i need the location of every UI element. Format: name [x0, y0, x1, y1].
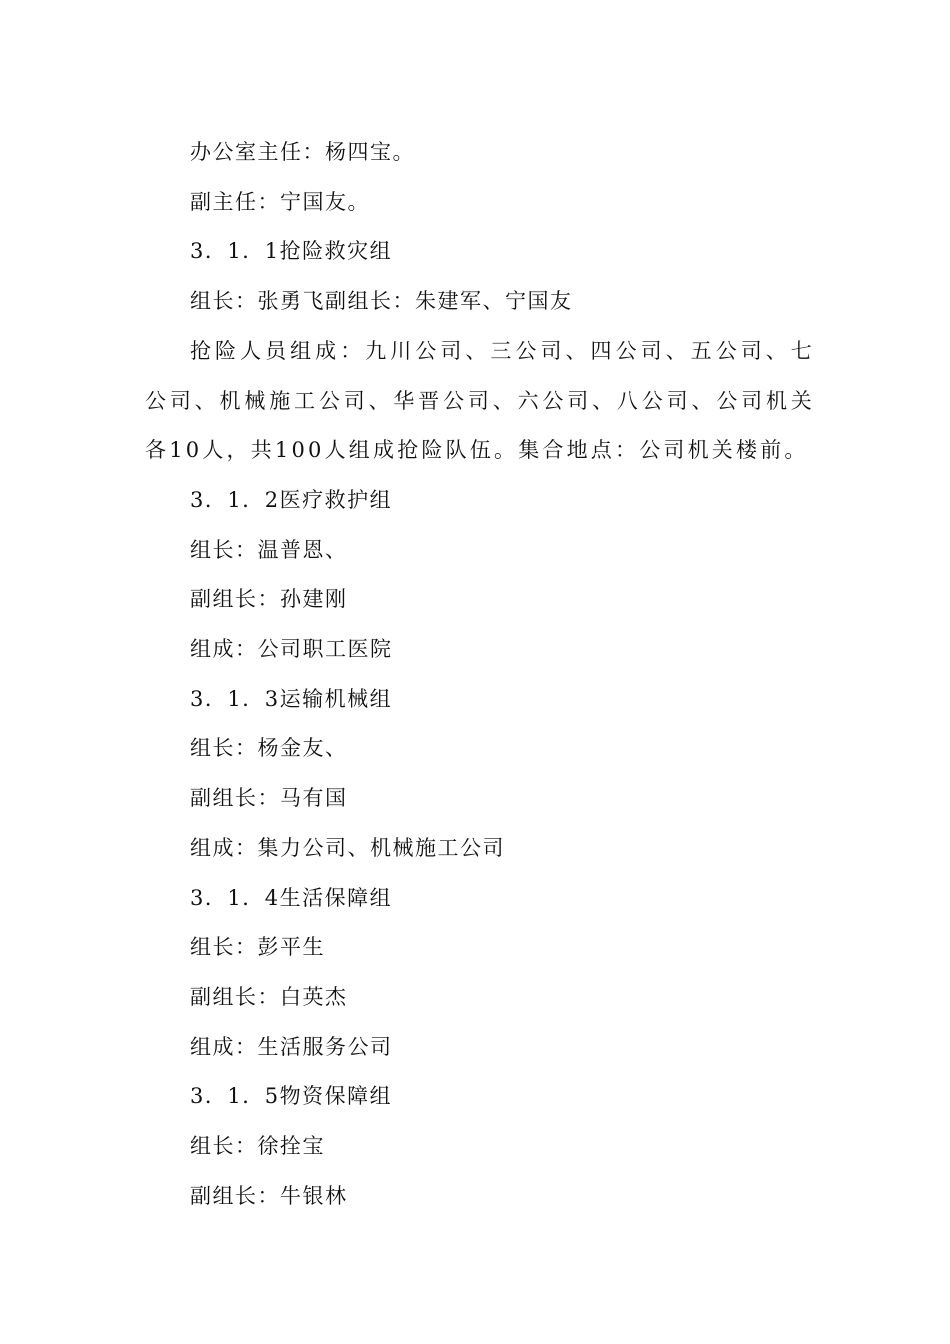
paragraph-materials-deputy: 副组长：牛银林	[190, 1183, 348, 1208]
document-body	[145, 128, 815, 1221]
paragraph-medical-leader: 组长：温普恩、	[190, 537, 348, 562]
section-heading-rescue: 3．1．1抢险救灾组	[190, 239, 393, 264]
paragraph-office-director: 办公室主任：杨四宝。	[190, 140, 415, 164]
section-heading-logistics: 3．1．4生活保障组	[190, 885, 393, 910]
paragraph-medical-members: 组成：公司职工医院	[190, 637, 393, 662]
paragraph-materials-leader: 组长：徐拴宝	[190, 1134, 325, 1159]
paragraph-transport-leader: 组长：杨金友、	[190, 736, 348, 761]
paragraph-transport-members: 组成：集力公司、机械施工公司	[190, 835, 505, 860]
section-heading-medical: 3．1．2医疗救护组	[190, 487, 393, 512]
paragraph-medical-deputy: 副组长：孙建刚	[190, 587, 348, 612]
paragraph-transport-deputy: 副组长：马有国	[190, 786, 348, 811]
paragraph-logistics-members: 组成：生活服务公司	[190, 1034, 393, 1059]
section-heading-transport: 3．1．3运输机械组	[190, 686, 393, 711]
paragraph-logistics-deputy: 副组长：白英杰	[190, 984, 348, 1009]
paragraph-deputy-director: 副主任：宁国友。	[190, 189, 370, 214]
paragraph-rescue-leaders: 组长：张勇飞副组长：朱建军、宁国友	[190, 289, 573, 314]
paragraph-rescue-members: 抢险人员组成：九川公司、三公司、四公司、五公司、七公司、机械施工公司、华晋公司、六公司、八公司、公司机关各10人，共100人组成抢险队伍。集合地点：公司机关楼前。	[145, 338, 815, 463]
paragraph-logistics-leader: 组长：彭平生	[190, 935, 325, 960]
section-heading-materials: 3．1．5物资保障组	[190, 1084, 393, 1109]
